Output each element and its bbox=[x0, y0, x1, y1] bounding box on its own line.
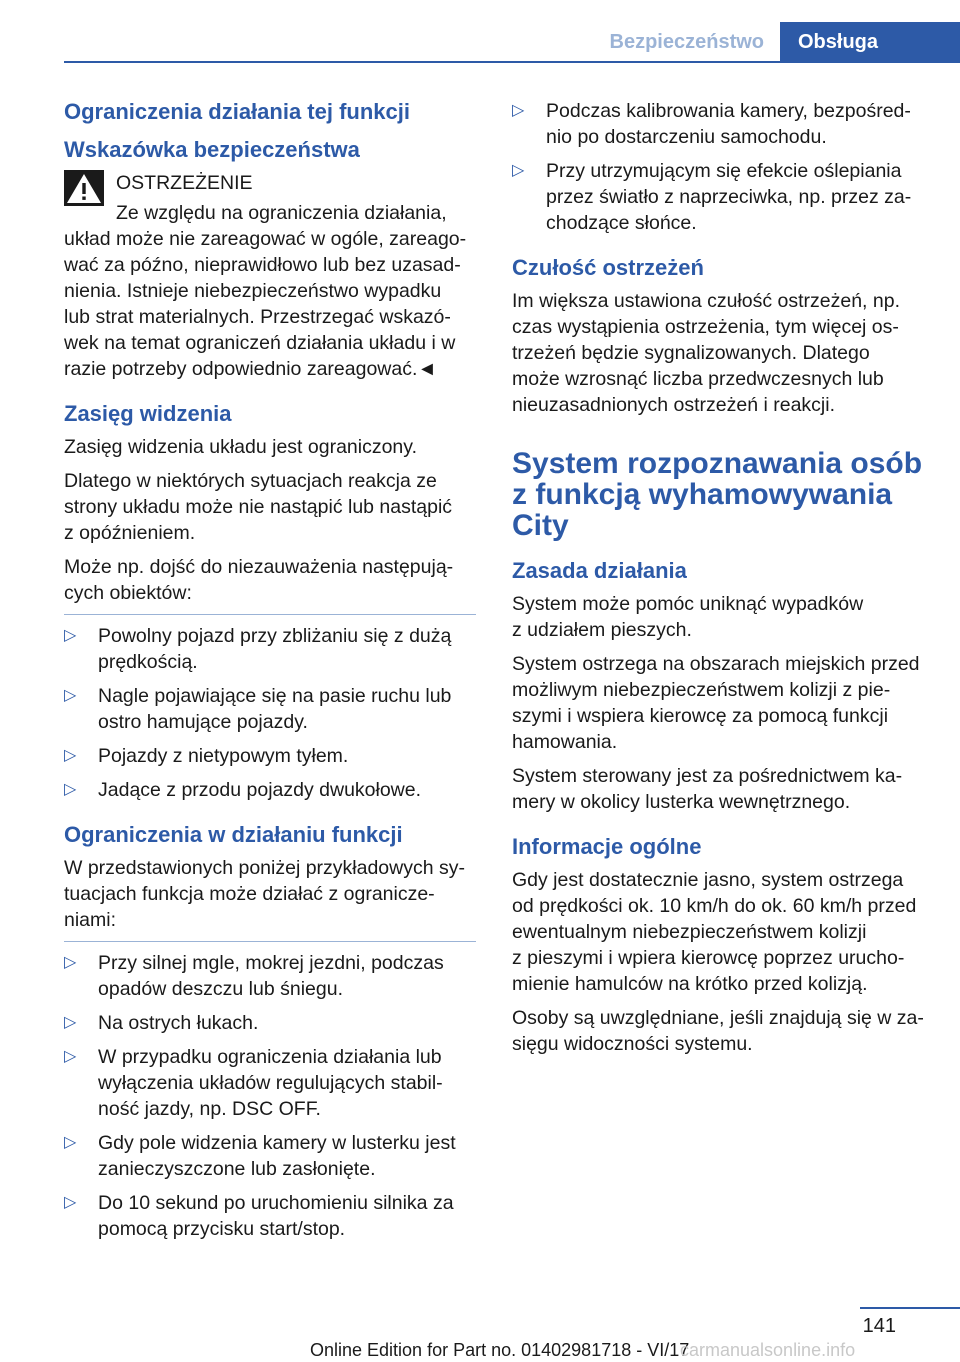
header-rule bbox=[64, 61, 960, 63]
triangle-bullet-icon: ▷ bbox=[512, 102, 525, 119]
paragraph: Gdy jest dostatecznie jasno, system ostrzega od prędkości ok. 10 km/h do ok. 60 km/h przed ewentualnym niebezpieczeństwem kolizji z pieszymi i wpiera kierowcę poprzez urucho- mienie hamulców na krótko przed kolizją. bbox=[512, 869, 917, 995]
triangle-bullet-icon: ▷ bbox=[64, 1048, 77, 1065]
triangle-bullet-icon: ▷ bbox=[64, 687, 77, 704]
list-item: ▷ Przy silnej mgle, mokrej jezdni, podczas opadów deszczu lub śniegu. bbox=[64, 952, 444, 1000]
warning-triangle-icon bbox=[64, 170, 104, 206]
list-separator bbox=[64, 614, 476, 615]
heading-sensitivity: Czułość ostrzeżeń bbox=[512, 255, 704, 280]
list-separator bbox=[64, 941, 476, 942]
heading-limits: Ograniczenia działania tej funkcji bbox=[64, 99, 410, 124]
triangle-bullet-icon: ▷ bbox=[64, 954, 77, 971]
list-item: ▷ Podczas kalibrowania kamery, bezpośred- nio po dostarczeniu samochodu. bbox=[512, 100, 911, 148]
warning-title: OSTRZEŻENIE bbox=[116, 172, 253, 194]
list-item: ▷ Gdy pole widzenia kamery w lusterku jest zanieczyszczone lub zasłonięte. bbox=[64, 1132, 456, 1180]
function-limits-list bbox=[64, 950, 476, 1242]
triangle-bullet-icon: ▷ bbox=[64, 1134, 77, 1151]
paragraph: Osoby są uwzględniane, jeśli znajdują się w za- sięgu widoczności systemu. bbox=[512, 1007, 924, 1055]
list-item: ▷ W przypadku ograniczenia działania lub wyłączenia układów regulujących stabil- ność jazdy, np. DSC OFF. bbox=[64, 1046, 443, 1120]
triangle-bullet-icon: ▷ bbox=[64, 1014, 77, 1031]
triangle-bullet-icon: ▷ bbox=[64, 747, 77, 764]
section-tab: Bezpieczeństwo bbox=[609, 31, 764, 53]
list-item: ▷ Powolny pojazd przy zbliżaniu się z dużą prędkością. bbox=[64, 625, 452, 673]
heading-principle: Zasada działania bbox=[512, 558, 687, 583]
right-column bbox=[512, 98, 924, 1065]
list-item: ▷ Na ostrych łukach. bbox=[64, 1012, 259, 1034]
footer-rule bbox=[860, 1307, 960, 1309]
function-limits-list-continued bbox=[512, 98, 924, 236]
heading-function-limits: Ograniczenia w działaniu funkcji bbox=[64, 822, 403, 847]
left-column bbox=[64, 98, 476, 1250]
edition-text: Online Edition for Part no. 01402981718 - VI/17 bbox=[310, 1340, 690, 1360]
heading-range: Zasięg widzenia bbox=[64, 401, 232, 426]
paragraph: System ostrzega na obszarach miejskich przed możliwym niebezpieczeństwem kolizji z pie- szymi i wspiera kierowcę za pomocą funkcji hamowania. bbox=[512, 653, 920, 753]
heading-general: Informacje ogólne bbox=[512, 834, 702, 859]
list-item: ▷ Do 10 sekund po uruchomieniu silnika za pomocą przycisku start/stop. bbox=[64, 1192, 454, 1240]
triangle-bullet-icon: ▷ bbox=[512, 162, 525, 179]
page-number: 141 bbox=[862, 1315, 896, 1337]
paragraph: Może np. dojść do niezauważenia następują- cych obiektów: bbox=[64, 556, 454, 604]
list-item: ▷ Nagle pojawiające się na pasie ruchu lub ostro hamujące pojazdy. bbox=[64, 685, 452, 733]
triangle-bullet-icon: ▷ bbox=[64, 1194, 77, 1211]
paragraph: Dlatego w niektórych sytuacjach reakcja ze strony układu może nie nastąpić lub nastąpić z opóźnieniem. bbox=[64, 470, 453, 544]
list-item: ▷ Przy utrzymującym się efekcie oślepiania przez światło z naprzeciwka, np. przez za- chodzące słońce. bbox=[512, 160, 912, 234]
objects-list bbox=[64, 623, 476, 803]
list-item: ▷ Jadące z przodu pojazdy dwukołowe. bbox=[64, 779, 422, 801]
paragraph: System może pomóc uniknąć wypadków z udziałem pieszych. bbox=[512, 593, 864, 641]
paragraph: Zasięg widzenia układu jest ograniczony. bbox=[64, 436, 417, 458]
header-tabs bbox=[594, 22, 960, 62]
list-item: ▷ Pojazdy z nietypowym tyłem. bbox=[64, 745, 349, 767]
triangle-bullet-icon: ▷ bbox=[64, 627, 77, 644]
watermark: carmanualsonline.info bbox=[680, 1340, 856, 1360]
warning-text: Ze względu na ograniczenia działania, układ może nie zareagować w ogóle, zareago- wać za późno, nieprawidłowo lub bez uzasad- nienia. Istnieje niebezpieczeństwo wypadku lub strat materialnych. Przestrzegać wskazó- wek na temat ograniczeń działania układu i w razie potrzeby odpowiednio zareagować.◄ bbox=[64, 202, 467, 380]
section-title: System rozpoznawania osób z funkcją wyhamowywania City bbox=[512, 447, 923, 542]
active-section-tab: Obsługa bbox=[780, 22, 960, 62]
paragraph: W przedstawionych poniżej przykładowych sy- tuacjach funkcja może działać z ogranicze- niami: bbox=[64, 857, 465, 931]
triangle-bullet-icon: ▷ bbox=[64, 781, 77, 798]
warning-block bbox=[64, 170, 476, 382]
heading-safety: Wskazówka bezpieczeństwa bbox=[64, 137, 360, 162]
paragraph: Im większa ustawiona czułość ostrzeżeń, np. czas wystąpienia ostrzeżenia, tym więcej os- trzeżeń będzie sygnalizowanych. Dlatego może wzrosnąć liczba przedwczesnych lub nieuzasadnionych ostrzeżeń i reakcji. bbox=[512, 290, 901, 416]
paragraph: System sterowany jest za pośrednictwem ka- mery w okolicy lusterka wewnętrznego. bbox=[512, 765, 903, 813]
